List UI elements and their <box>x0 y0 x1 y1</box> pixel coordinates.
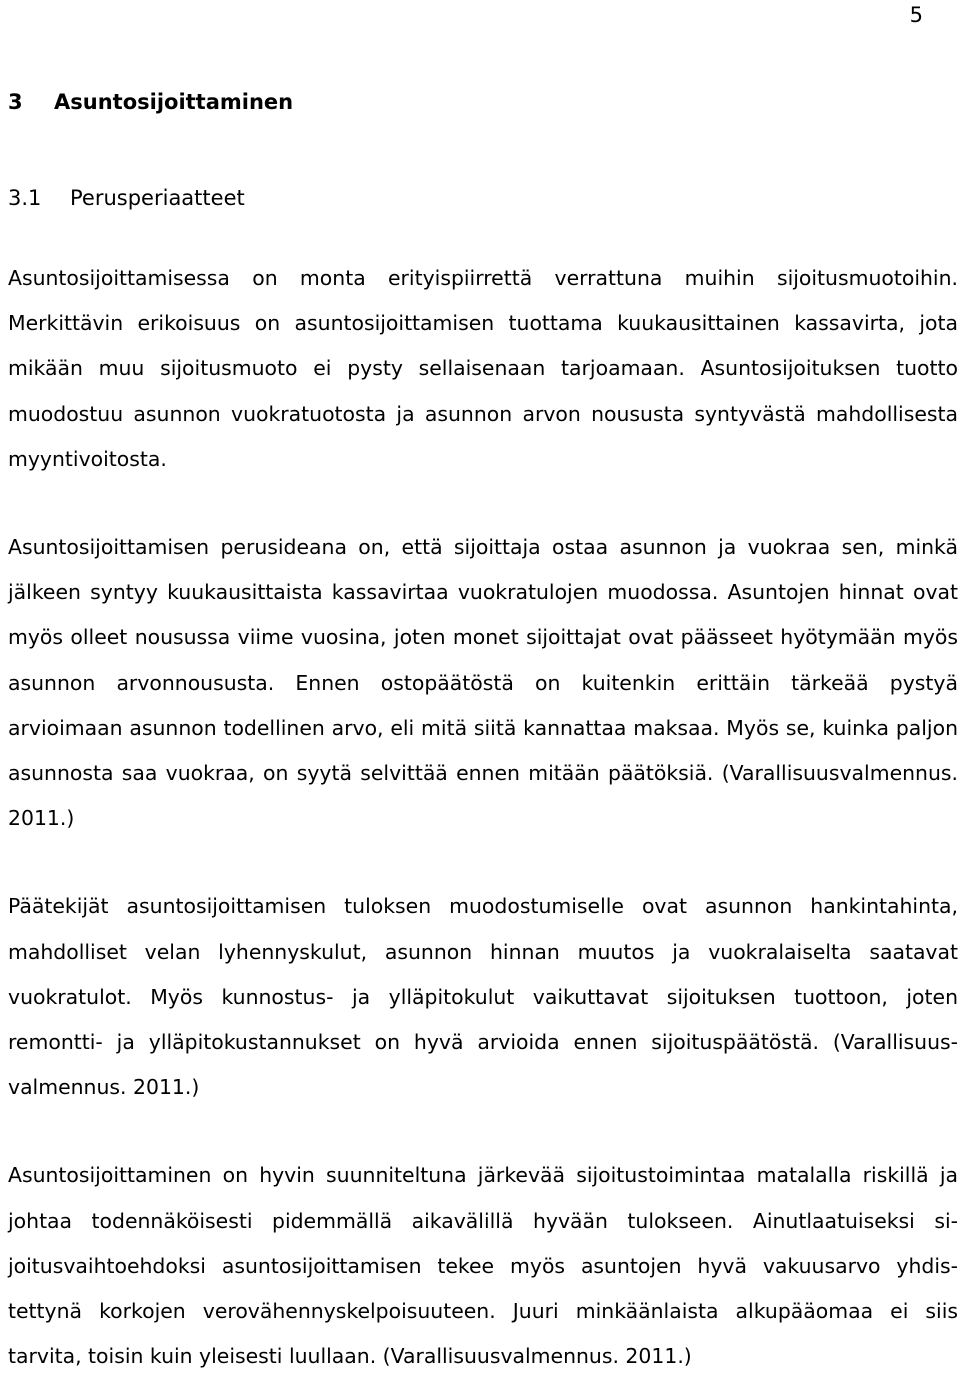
chapter-title: Asuntosijoittaminen <box>54 90 294 114</box>
chapter-number: 3 <box>8 90 23 114</box>
paragraph: Asuntosijoittamisen perusideana on, että sijoittaja ostaa asunnon ja vuokraa sen, minkä jälkeen syntyy kuukausittaista kassavirtaa vuokratulojen muodossa. Asuntojen hinnat ovat myös olleet nousussa viime vuosina, joten monet sijoittajat ovat päässeet hyötymään myös asunnon arvonnoususta. Ennen ostopäätöstä on kuitenkin erittäin tärkeää pystyä arvioimaan asunnon todellinen arvo, eli mitä siitä kannattaa maksaa. Myös se, kuinka paljon asunnosta saa vuokraa, on syytä selvittää ennen mitään päätöksiä. (Varallisuusvalmennus. 2011.) <box>8 535 958 831</box>
body-text <box>8 256 958 1379</box>
section-number: 3.1 <box>8 186 42 210</box>
page-number: 5 <box>909 3 923 27</box>
paragraph: Päätekijät asuntosijoittamisen tuloksen muodostumiselle ovat asunnon hankintahinta, mahdolliset velan lyhennyskulut, asunnon hinnan muutos ja vuokralaiselta saatavat vuokratulot. Myös kunnostus- ja ylläpitokulut vaikuttavat sijoituksen tuottoon, joten remontti- ja ylläpitokustannukset on hyvä arvioida ennen sijoituspäätöstä. (Varallisuusvalmennus. 2011.) <box>8 894 958 1100</box>
paragraph: Asuntosijoittamisessa on monta erityispiirrettä verrattuna muihin sijoitusmuotoihin. Merkittävin erikoisuus on asuntosijoittamisen tuottama kuukausittainen kassavirta, jota mikään muu sijoitusmuoto ei pysty sellaisenaan tarjoamaan. Asuntosijoituksen tuotto muodostuu asunnon vuokratuotosta ja asunnon arvon noususta syntyvästä mahdollisesta myyntivoitosta. <box>8 266 958 471</box>
chapter-heading <box>8 88 293 116</box>
section-title: Perusperiaatteet <box>70 186 245 210</box>
section-heading <box>8 184 245 212</box>
paragraph: Asuntosijoittaminen on hyvin suunniteltuna järkevää sijoitustoimintaa matalalla riskillä ja johtaa todennäköisesti pidemmällä aikavälillä hyvään tulokseen. Ainutlaatuiseksi sijoitusvaihtoehdoksi asuntosijoittamisen tekee myös asuntojen hyvä vakuusarvo yhdistettynä korkojen verovähennyskelpoisuuteen. Juuri minkäänlaista alkupääomaa ei siis tarvita, toisin kuin yleisesti luullaan. (Varallisuusvalmennus. 2011.) <box>8 1163 958 1369</box>
